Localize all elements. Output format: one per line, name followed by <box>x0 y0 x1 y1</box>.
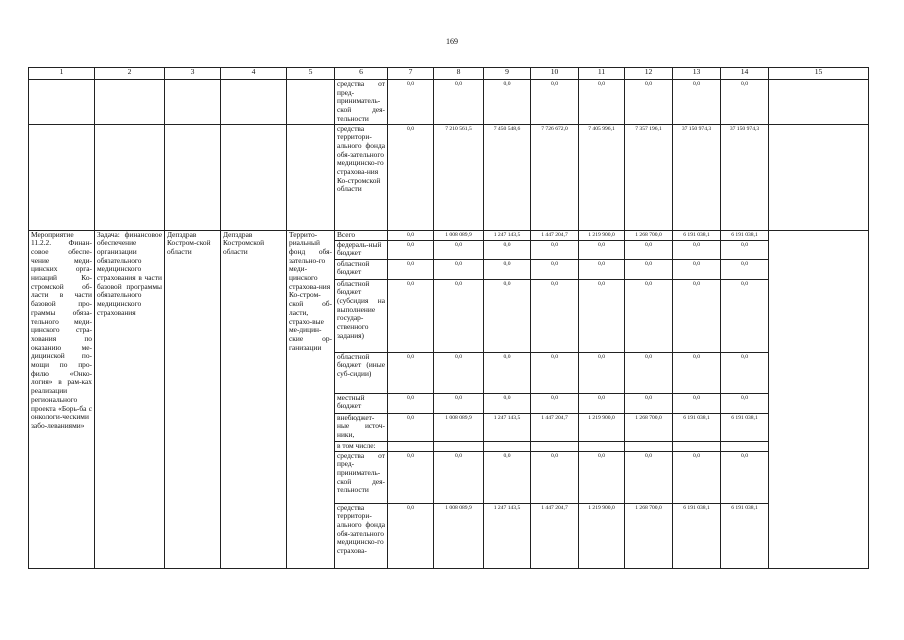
value-cell: 1 219 900,0 <box>579 413 625 441</box>
funding-source-cell: средства территори-ального фонда обя-зательного медицинско-го страхова- <box>335 503 388 568</box>
funding-source-cell: областной бюджет <box>335 259 388 279</box>
value-cell <box>625 441 673 451</box>
task-cell: Задача: финансовое обеспечение организации обязательного медицинского страхования в части базовой программы обязательного медицинского страхования <box>95 230 165 568</box>
table-row <box>29 124 869 230</box>
table-row <box>29 80 869 125</box>
funding-source-cell: Всего <box>335 230 388 240</box>
value-cell: 0,0 <box>388 259 434 279</box>
value-cell: 0,0 <box>531 393 579 413</box>
empty-cell <box>769 124 869 230</box>
value-cell: 0,0 <box>625 352 673 393</box>
value-cell: 0,0 <box>579 393 625 413</box>
budget-table-sheet <box>28 67 863 587</box>
value-cell: 1 268 700,0 <box>625 503 673 568</box>
column-header: 5 <box>287 68 335 80</box>
funding-source-cell: средства от пред-приниматель-ской дея-тельности <box>335 80 388 125</box>
value-cell: 0,0 <box>579 240 625 259</box>
value-cell: 1 008 089,9 <box>434 230 484 240</box>
header-row <box>29 68 869 80</box>
executor-cell: Депздрав Костром-ской области <box>165 230 221 568</box>
column-header: 13 <box>673 68 721 80</box>
value-cell: 0,0 <box>434 393 484 413</box>
column-header: 3 <box>165 68 221 80</box>
column-header: 6 <box>335 68 388 80</box>
value-cell: 0,0 <box>721 393 769 413</box>
column-header: 2 <box>95 68 165 80</box>
value-cell: 0,0 <box>673 451 721 503</box>
value-cell: 6 191 038,1 <box>673 503 721 568</box>
empty-cell <box>29 124 95 230</box>
column-header: 4 <box>221 68 287 80</box>
value-cell: 0,0 <box>531 279 579 352</box>
value-cell: 0,0 <box>388 413 434 441</box>
value-cell: 0,0 <box>434 451 484 503</box>
value-cell: 7 450 548,6 <box>484 124 531 230</box>
empty-cell <box>287 124 335 230</box>
column-header: 12 <box>625 68 673 80</box>
column-header: 10 <box>531 68 579 80</box>
value-cell: 0,0 <box>484 259 531 279</box>
empty-cell <box>221 124 287 230</box>
value-cell: 0,0 <box>484 279 531 352</box>
value-cell: 0,0 <box>434 240 484 259</box>
value-cell: 0,0 <box>579 259 625 279</box>
value-cell: 0,0 <box>388 80 434 125</box>
value-cell: 0,0 <box>434 80 484 125</box>
funding-source-cell: областной бюджет (субсидия на выполнение государ-ственного задания) <box>335 279 388 352</box>
value-cell: 0,0 <box>388 230 434 240</box>
value-cell: 0,0 <box>625 279 673 352</box>
value-cell: 0,0 <box>721 80 769 125</box>
column-header: 14 <box>721 68 769 80</box>
value-cell: 0,0 <box>434 259 484 279</box>
value-cell: 0,0 <box>579 352 625 393</box>
funding-source-cell: областной бюджет (иные суб-сидии) <box>335 352 388 393</box>
value-cell: 0,0 <box>484 352 531 393</box>
column-header: 15 <box>769 68 869 80</box>
value-cell: 0,0 <box>673 279 721 352</box>
value-cell: 0,0 <box>721 279 769 352</box>
column-header: 9 <box>484 68 531 80</box>
value-cell: 0,0 <box>721 259 769 279</box>
value-cell <box>721 441 769 451</box>
value-cell: 6 191 038,1 <box>673 413 721 441</box>
value-cell: 0,0 <box>673 259 721 279</box>
value-cell: 0,0 <box>673 240 721 259</box>
value-cell: 0,0 <box>531 259 579 279</box>
empty-cell <box>95 80 165 125</box>
funding-source-cell: федераль-ный бюджет <box>335 240 388 259</box>
funding-source-cell: в том числе: <box>335 441 388 451</box>
value-cell: 1 219 900,0 <box>579 230 625 240</box>
value-cell: 7 357 196,1 <box>625 124 673 230</box>
value-cell <box>434 441 484 451</box>
value-cell: 0,0 <box>625 451 673 503</box>
value-cell: 0,0 <box>673 80 721 125</box>
value-cell: 37 150 974,3 <box>673 124 721 230</box>
value-cell: 6 191 038,1 <box>673 230 721 240</box>
event-name-cell: Мероприятие 11.2.2. Финан-совое обеспе-чение меди-цинских орга-низаций Ко-стромской об-ласти в части базовой про-граммы обяза-тельного меди-цинского стра-хования по оказанию ме-дицинской по-мощи по про-филю «Онко-логия» в рам-ках реализации регионального проекта «Борь-ба с онкологи-ческими забо-леваниями» <box>29 230 95 568</box>
value-cell: 1 247 143,5 <box>484 230 531 240</box>
value-cell: 0,0 <box>388 503 434 568</box>
value-cell: 1 447 204,7 <box>531 413 579 441</box>
value-cell: 0,0 <box>721 451 769 503</box>
value-cell: 1 247 143,5 <box>484 413 531 441</box>
value-cell <box>673 441 721 451</box>
value-cell: 0,0 <box>531 352 579 393</box>
value-cell: 7 726 672,0 <box>531 124 579 230</box>
table-row <box>29 230 869 240</box>
value-cell: 0,0 <box>484 80 531 125</box>
empty-cell <box>95 124 165 230</box>
value-cell: 7 405 996,1 <box>579 124 625 230</box>
value-cell: 0,0 <box>625 80 673 125</box>
value-cell: 0,0 <box>388 451 434 503</box>
empty-cell <box>221 80 287 125</box>
value-cell: 0,0 <box>388 124 434 230</box>
value-cell: 0,0 <box>388 279 434 352</box>
co-executor-cell: Депздрав Костромской области <box>221 230 287 568</box>
funding-source-cell: средства территори-ального фонда обя-зательного медицинско-го страхова-ния Ко-стромской области <box>335 124 388 230</box>
value-cell: 6 191 038,1 <box>721 230 769 240</box>
value-cell: 6 191 038,1 <box>721 503 769 568</box>
value-cell: 0,0 <box>531 80 579 125</box>
value-cell: 7 210 561,5 <box>434 124 484 230</box>
value-cell: 0,0 <box>434 352 484 393</box>
empty-cell <box>287 80 335 125</box>
value-cell <box>484 441 531 451</box>
participant-cell: Террито-риальный фонд обя-зательно-го меди-цинского страхова-ния Ко-стром-ской об-ласти, страхо-вые ме-дицин-ские ор-ганизации <box>287 230 335 568</box>
value-cell: 1 268 700,0 <box>625 413 673 441</box>
value-cell: 37 150 974,3 <box>721 124 769 230</box>
value-cell: 0,0 <box>721 352 769 393</box>
value-cell: 1 247 143,5 <box>484 503 531 568</box>
column-header: 1 <box>29 68 95 80</box>
value-cell: 1 447 204,7 <box>531 503 579 568</box>
value-cell: 0,0 <box>579 451 625 503</box>
value-cell: 0,0 <box>673 393 721 413</box>
value-cell <box>531 441 579 451</box>
value-cell: 0,0 <box>531 240 579 259</box>
value-cell: 0,0 <box>434 279 484 352</box>
value-cell: 0,0 <box>484 451 531 503</box>
value-cell: 0,0 <box>625 259 673 279</box>
funding-source-cell: средства от пред-приниматель-ской дея-тельности <box>335 451 388 503</box>
column-header: 7 <box>388 68 434 80</box>
empty-cell <box>165 124 221 230</box>
value-cell: 1 447 204,7 <box>531 230 579 240</box>
empty-cell <box>769 230 869 568</box>
value-cell: 0,0 <box>625 393 673 413</box>
value-cell: 1 008 089,9 <box>434 503 484 568</box>
value-cell: 0,0 <box>388 240 434 259</box>
budget-table <box>28 67 869 569</box>
value-cell: 1 268 700,0 <box>625 230 673 240</box>
empty-cell <box>29 80 95 125</box>
column-header: 8 <box>434 68 484 80</box>
value-cell: 0,0 <box>484 393 531 413</box>
funding-source-cell: местный бюджет <box>335 393 388 413</box>
value-cell: 0,0 <box>388 393 434 413</box>
value-cell: 1 219 900,0 <box>579 503 625 568</box>
value-cell <box>388 441 434 451</box>
value-cell: 0,0 <box>531 451 579 503</box>
value-cell: 0,0 <box>625 240 673 259</box>
value-cell <box>579 441 625 451</box>
value-cell: 0,0 <box>721 240 769 259</box>
column-header: 11 <box>579 68 625 80</box>
page-number: 169 <box>446 37 458 46</box>
empty-cell <box>165 80 221 125</box>
value-cell: 0,0 <box>673 352 721 393</box>
value-cell: 1 008 089,9 <box>434 413 484 441</box>
value-cell: 0,0 <box>484 240 531 259</box>
empty-cell <box>769 80 869 125</box>
value-cell: 0,0 <box>579 279 625 352</box>
value-cell: 0,0 <box>388 352 434 393</box>
value-cell: 0,0 <box>579 80 625 125</box>
value-cell: 6 191 038,1 <box>721 413 769 441</box>
funding-source-cell: внебюджет-ные источ-ники, <box>335 413 388 441</box>
